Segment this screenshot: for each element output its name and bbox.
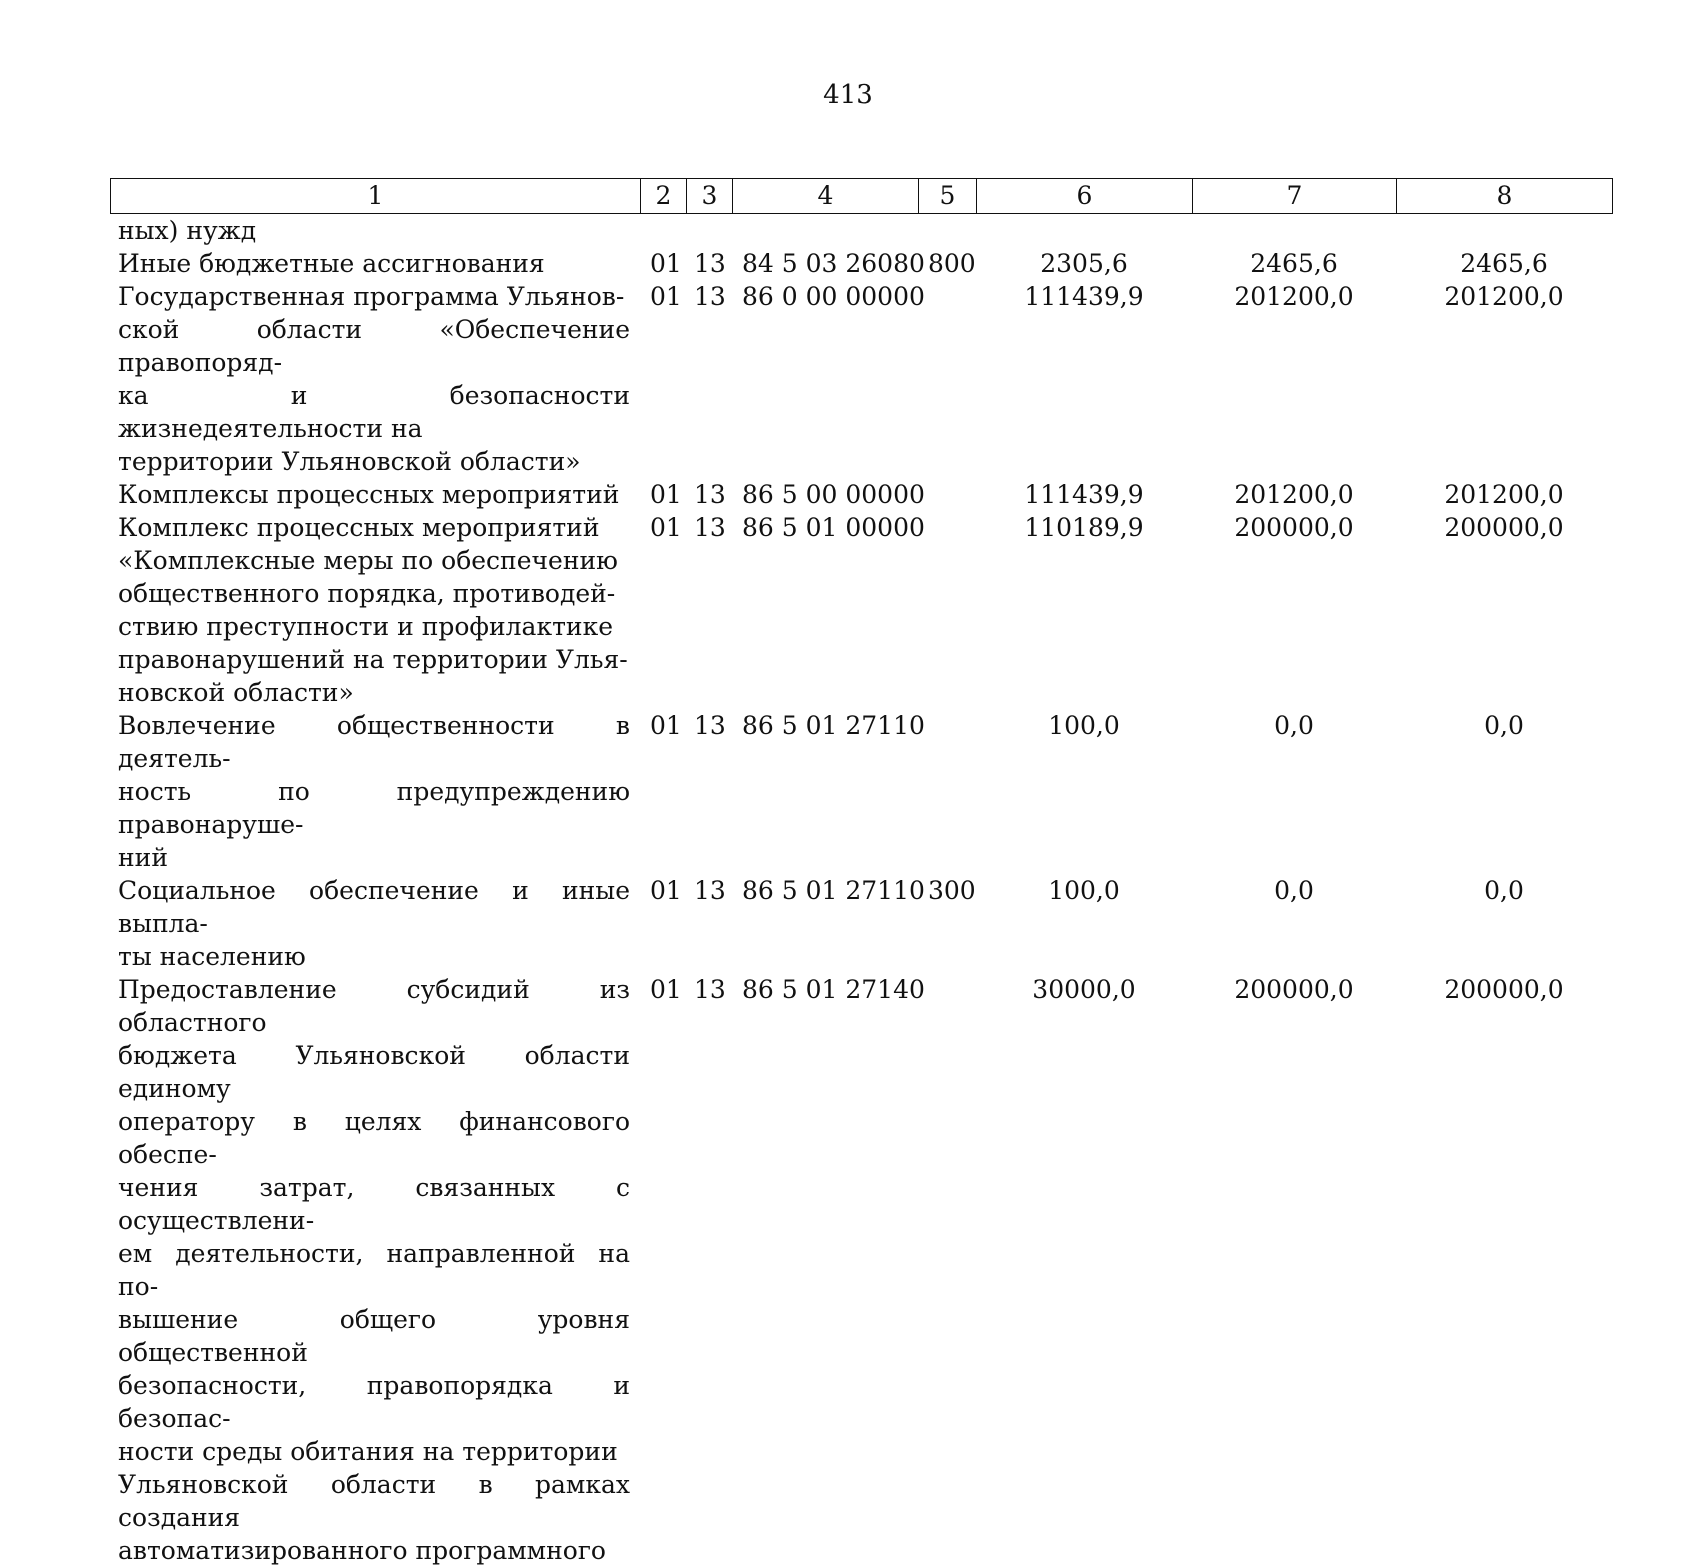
row-name-line: ности среды обитания на территории (118, 1437, 618, 1466)
expense-type-code (918, 280, 976, 478)
row-name-line: правонарушений на территории Улья- (118, 645, 628, 674)
target-article-code (732, 214, 918, 247)
target-article-code: 86 5 01 27110 (742, 711, 925, 740)
table-row (110, 214, 1612, 247)
table-row (110, 280, 1612, 478)
section-code: 01 (650, 975, 682, 1004)
row-name-line: территории Ульяновской области» (118, 447, 581, 476)
row-name-line: автоматизированного программного (118, 1536, 606, 1565)
row-name-line: ний (118, 843, 168, 872)
row-name-line: оператору в целях финансового обеспе- (118, 1107, 630, 1169)
page-number: 413 (823, 80, 873, 110)
section-code: 01 (650, 249, 682, 278)
expense-type-code (918, 511, 976, 709)
value-col-8 (1396, 214, 1612, 247)
value-col-7: 200000,0 (1234, 513, 1354, 542)
value-col-7 (1192, 214, 1396, 247)
budget-table (110, 214, 1612, 1567)
column-header-6: 6 (977, 179, 1193, 214)
row-name-line: чения затрат, связанных с осуществлени- (118, 1173, 630, 1235)
column-header-5: 5 (919, 179, 977, 214)
section-code (640, 214, 686, 247)
expense-type-code (918, 478, 976, 511)
row-name (110, 973, 640, 1567)
value-col-8: 200000,0 (1444, 975, 1564, 1004)
row-name (110, 280, 640, 478)
table-row (110, 247, 1612, 280)
value-col-6: 100,0 (1048, 711, 1120, 740)
table-row (110, 511, 1612, 709)
row-name-line: общественного порядка, противодей- (118, 579, 616, 608)
expense-type-code (918, 709, 976, 874)
column-header-2: 2 (641, 179, 687, 214)
target-article-code: 86 0 00 00000 (742, 282, 925, 311)
row-name-line: безопасности, правопорядка и безопас- (118, 1371, 630, 1433)
row-name-line: Комплексы процессных мероприятий (118, 480, 620, 509)
row-name-line: Ульяновской области в рамках создания (118, 1470, 630, 1532)
value-col-8: 201200,0 (1444, 480, 1564, 509)
expense-type-code: 300 (928, 876, 976, 905)
section-code: 01 (650, 513, 682, 542)
column-header-row (111, 179, 1613, 214)
target-article-code: 84 5 03 26080 (742, 249, 925, 278)
row-name-line: Предоставление субсидий из областного (118, 975, 630, 1037)
value-col-6: 111439,9 (1024, 480, 1144, 509)
row-name-line: ность по предупреждению правонаруше- (118, 777, 630, 839)
row-name-line: Иные бюджетные ассигнования (118, 249, 545, 278)
subsection-code: 13 (694, 711, 726, 740)
target-article-code: 86 5 00 00000 (742, 480, 925, 509)
expense-type-code (918, 214, 976, 247)
row-name-line: новской области» (118, 678, 354, 707)
section-code: 01 (650, 480, 682, 509)
row-name (110, 478, 640, 511)
row-name-line: Государственная программа Ульянов- (118, 282, 625, 311)
row-name-line: ской области «Обеспечение правопоряд- (118, 315, 630, 377)
target-article-code: 86 5 01 27110 (742, 876, 925, 905)
target-article-code: 86 5 01 27140 (742, 975, 925, 1004)
value-col-7: 200000,0 (1234, 975, 1354, 1004)
target-article-code: 86 5 01 00000 (742, 513, 925, 542)
column-header-1: 1 (111, 179, 641, 214)
value-col-6: 100,0 (1048, 876, 1120, 905)
value-col-6: 2305,6 (1040, 249, 1128, 278)
section-code: 01 (650, 282, 682, 311)
row-name (110, 874, 640, 973)
row-name-line: ка и безопасности жизнедеятельности на (118, 381, 630, 443)
value-col-7: 0,0 (1274, 876, 1314, 905)
value-col-7: 0,0 (1274, 711, 1314, 740)
column-header-7: 7 (1193, 179, 1397, 214)
row-name-line: бюджета Ульяновской области единому (118, 1041, 630, 1103)
value-col-8: 0,0 (1484, 711, 1524, 740)
subsection-code: 13 (694, 282, 726, 311)
table-row (110, 973, 1612, 1567)
value-col-8: 200000,0 (1444, 513, 1564, 542)
value-col-6: 110189,9 (1024, 513, 1144, 542)
expense-type-code: 800 (928, 249, 976, 278)
value-col-6 (976, 214, 1192, 247)
value-col-7: 201200,0 (1234, 480, 1354, 509)
row-name-line: ем деятельности, направленной на по- (118, 1239, 630, 1301)
subsection-code (686, 214, 732, 247)
section-code: 01 (650, 711, 682, 740)
value-col-6: 111439,9 (1024, 282, 1144, 311)
row-name (110, 709, 640, 874)
value-col-7: 2465,6 (1250, 249, 1338, 278)
subsection-code: 13 (694, 975, 726, 1004)
table-row (110, 874, 1612, 973)
row-name-line: ных) нужд (118, 216, 257, 245)
subsection-code: 13 (694, 513, 726, 542)
row-name-line: Комплекс процессных мероприятий (118, 513, 600, 542)
value-col-7: 201200,0 (1234, 282, 1354, 311)
section-code: 01 (650, 876, 682, 905)
expense-type-code (918, 973, 976, 1567)
value-col-8: 2465,6 (1460, 249, 1548, 278)
row-name (110, 511, 640, 709)
column-header-table (110, 178, 1613, 214)
subsection-code: 13 (694, 876, 726, 905)
column-header-3: 3 (687, 179, 733, 214)
subsection-code: 13 (694, 480, 726, 509)
row-name (110, 247, 640, 280)
table-row (110, 478, 1612, 511)
column-header-8: 8 (1397, 179, 1613, 214)
row-name-line: вышение общего уровня общественной (118, 1305, 630, 1367)
subsection-code: 13 (694, 249, 726, 278)
budget-table-body (110, 214, 1612, 1567)
row-name-line: «Комплексные меры по обеспечению (118, 546, 618, 575)
value-col-6: 30000,0 (1032, 975, 1136, 1004)
value-col-8: 0,0 (1484, 876, 1524, 905)
column-header-4: 4 (733, 179, 919, 214)
row-name-line: Вовлечение общественности в деятель- (118, 711, 630, 773)
row-name (110, 214, 640, 247)
table-row (110, 709, 1612, 874)
value-col-8: 201200,0 (1444, 282, 1564, 311)
row-name-line: ствию преступности и профилактике (118, 612, 613, 641)
row-name-line: ты населению (118, 942, 306, 971)
row-name-line: Социальное обеспечение и иные выпла- (118, 876, 630, 938)
